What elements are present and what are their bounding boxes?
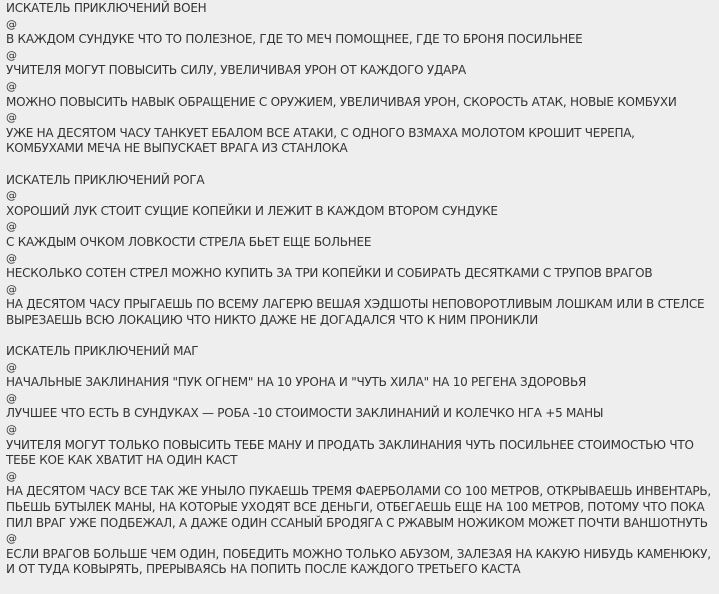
list-item: НЕСКОЛЬКО СОТЕН СТРЕЛ МОЖНО КУПИТЬ ЗА ТРИ КОПЕЙКИ И СОБИРАТЬ ДЕСЯТКАМИ С ТРУПОВ ВРАГОВ (6, 266, 653, 281)
section-mage (6, 344, 714, 578)
separator: @ (6, 532, 17, 546)
section-title: ИСКАТЕЛЬ ПРИКЛЮЧЕНИЙ МАГ (6, 344, 199, 359)
separator: @ (6, 251, 17, 265)
separator: @ (6, 17, 17, 31)
list-item: УЧИТЕЛЯ МОГУТ ТОЛЬКО ПОВЫСИТЬ ТЕБЕ МАНУ И ПРОДАТЬ ЗАКЛИНАНИЯ ЧУТЬ ПОСИЛЬНЕЕ СТОИМОСТЬЮ ЧТО ТЕБЕ КОЕ КАК ХВАТИТ НА ОДИН КАСТ (6, 437, 694, 468)
separator: @ (6, 189, 17, 203)
list-item: УЖЕ НА ДЕСЯТОМ ЧАСУ ТАНКУЕТ ЕБАЛОМ ВСЕ АТАКИ, С ОДНОГО ВЗМАХА МОЛОТОМ КРОШИТ ЧЕРЕПА, КОМБУХАМИ МЕЧА НЕ ВЫПУСКАЕТ ВРАГА ИЗ СТАНЛОКА (6, 125, 635, 156)
list-item: ХОРОШИЙ ЛУК СТОИТ СУЩИЕ КОПЕЙКИ И ЛЕЖИТ В КАЖДОМ ВТОРОМ СУНДУКЕ (6, 203, 498, 218)
list-item: В КАЖДОМ СУНДУКЕ ЧТО ТО ПОЛЕЗНОЕ, ГДЕ ТО МЕЧ ПОМОЩНЕЕ, ГДЕ ТО БРОНЯ ПОСИЛЬНЕЕ (6, 32, 583, 47)
separator: @ (6, 282, 17, 296)
list-item: ЛУЧШЕЕ ЧТО ЕСТЬ В СУНДУКАХ — РОБА -10 СТОИМОСТИ ЗАКЛИНАНИЙ И КОЛЕЧКО НГА +5 МАНЫ (6, 406, 604, 421)
list-item: НАЧАЛЬНЫЕ ЗАКЛИНАНИЯ "ПУК ОГНЕМ" НА 10 УРОНА И "ЧУТЬ ХИЛА" НА 10 РЕГЕНА ЗДОРОВЬЯ (6, 375, 587, 390)
list-item: УЧИТЕЛЯ МОГУТ ПОВЫСИТЬ СИЛУ, УВЕЛИЧИВАЯ УРОН ОТ КАЖДОГО УДАРА (6, 63, 467, 78)
separator: @ (6, 423, 17, 437)
section-title: ИСКАТЕЛЬ ПРИКЛЮЧЕНИЙ РОГА (6, 172, 205, 187)
section-warrior (6, 1, 714, 157)
separator: @ (6, 111, 17, 125)
separator: @ (6, 391, 17, 405)
list-item: ЕСЛИ ВРАГОВ БОЛЬШЕ ЧЕМ ОДИН, ПОБЕДИТЬ МОЖНО ТОЛЬКО АБУЗОМ, ЗАЛЕЗАЯ НА КАКУЮ НИБУДЬ КАМЕНЮКУ, И ОТ ТУДА КОВЫРЯТЬ, ПРЕРЫВАЯСЬ НА ПОПИТЬ ПОСЛЕ КАЖДОГО ТРЕТЬЕГО КАСТА (6, 546, 711, 577)
section-rogue (6, 173, 714, 329)
separator: @ (6, 79, 17, 93)
list-item: НА ДЕСЯТОМ ЧАСУ ВСЕ ТАК ЖЕ УНЫЛО ПУКАЕШЬ ТРЕМЯ ФАЕРБОЛАМИ СО 100 МЕТРОВ, ОТКРЫВАЕШЬ ИНВЕНТАРЬ, ПЬЕШЬ БУТЫЛЕК МАНЫ, НА КОТОРЫЕ УХОДЯТ ВСЕ ДЕНЬГИ, ОТБЕГАЕШЬ ЕЩЕ НА 100 МЕТРОВ, ПОТОМУ ЧТО ПОКА ПИЛ ВРАГ УЖЕ ПОДБЕЖАЛ, А ДАЖЕ ОДИН ССАНЫЙ БРОДЯГА С РЖАВЫМ НОЖИКОМ МОЖЕТ ПОЧТИ ВАНШОТНУТЬ (6, 484, 711, 530)
list-item: МОЖНО ПОВЫСИТЬ НАВЫК ОБРАЩЕНИЕ С ОРУЖИЕМ, УВЕЛИЧИВАЯ УРОН, СКОРОСТЬ АТАК, НОВЫЕ КОМБУХИ (6, 94, 677, 109)
list-item: С КАЖДЫМ ОЧКОМ ЛОВКОСТИ СТРЕЛА БЬЕТ ЕЩЕ БОЛЬНЕЕ (6, 234, 372, 249)
separator: @ (6, 220, 17, 234)
section-title: ИСКАТЕЛЬ ПРИКЛЮЧЕНИЙ ВОЕН (6, 1, 207, 15)
separator: @ (6, 360, 17, 374)
post-body (6, 1, 714, 594)
separator: @ (6, 469, 17, 483)
list-item: НА ДЕСЯТОМ ЧАСУ ПРЫГАЕШЬ ПО ВСЕМУ ЛАГЕРЮ ВЕШАЯ ХЭДШОТЫ НЕПОВОРОТЛИВЫМ ЛОШКАМ ИЛИ В СТЕЛСЕ ВЫРЕЗАЕШЬ ВСЮ ЛОКАЦИЮ ЧТО НИКТО ДАЖЕ НЕ ДОГАДАЛСЯ ЧТО К НИМ ПРОНИКЛИ (6, 297, 705, 327)
separator: @ (6, 48, 17, 62)
